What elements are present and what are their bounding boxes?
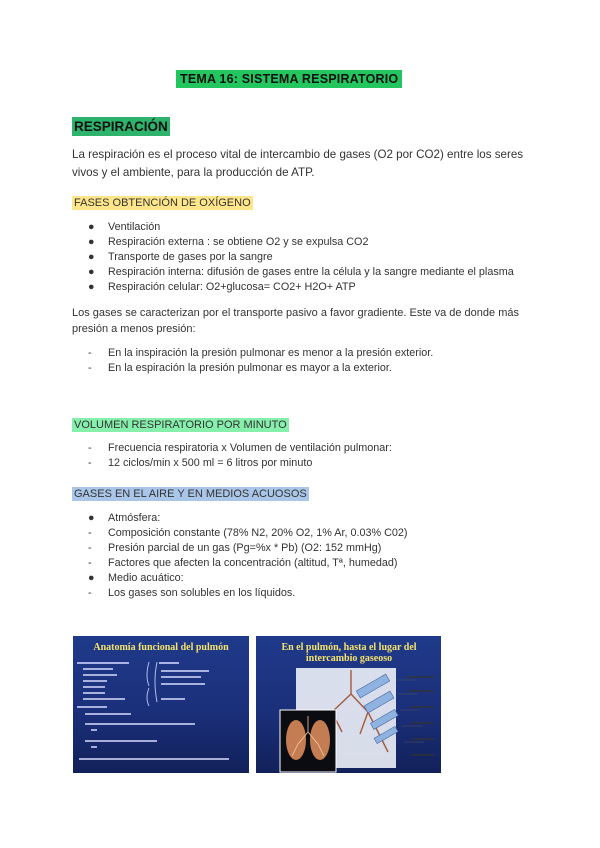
- list-marker: -: [88, 542, 92, 554]
- dash-marker: -: [88, 347, 92, 359]
- bullet-marker: ●: [88, 236, 95, 248]
- bronchial-tree-illustration: [256, 636, 441, 773]
- bullet-marker: ●: [88, 281, 95, 293]
- list-item: ● Transporte de gases por la sangre: [88, 251, 273, 263]
- gas-exchange-slide-title: En el pulmón, hasta el lugar del intercambio gaseoso: [281, 642, 417, 664]
- list-item: - Los gases son solubles en los líquidos.: [88, 587, 296, 599]
- bullet-marker: ●: [88, 266, 95, 278]
- list-marker: -: [88, 587, 92, 599]
- lung-anatomy-figure: [73, 636, 441, 773]
- pressure-list: [72, 346, 542, 376]
- list-marker: ●: [88, 512, 95, 524]
- gas-exchange-slide: [256, 636, 441, 773]
- list-item: ● Atmósfera:: [88, 512, 161, 524]
- dash-marker: -: [88, 362, 92, 374]
- list-item: - Presión parcial de un gas (Pg=%x * Pb) (O2: 152 mmHg): [88, 542, 382, 554]
- list-item: ● Respiración externa : se obtiene O2 y se expulsa CO2: [88, 236, 369, 248]
- list-marker: ●: [88, 572, 95, 584]
- anatomy-slide-title: Anatomía funcional del pulmón: [93, 642, 229, 653]
- subheading-fases-text: FASES OBTENCIÓN DE OXÍGENO: [74, 197, 251, 209]
- list-marker: -: [88, 527, 92, 539]
- bullet-marker: ●: [88, 251, 95, 263]
- bullet-marker: ●: [88, 221, 95, 233]
- subheading-volumen-text: VOLUMEN RESPIRATORIO POR MINUTO: [74, 419, 287, 431]
- list-item: ● Ventilación: [88, 221, 161, 233]
- subheading-gases-text: GASES EN EL AIRE Y EN MEDIOS ACUOSOS: [74, 488, 307, 500]
- dash-marker: -: [88, 442, 92, 454]
- list-item: ● Medio acuático:: [88, 572, 184, 584]
- anatomy-slide: [73, 636, 249, 773]
- dash-marker: -: [88, 457, 92, 469]
- phases-list: [72, 220, 542, 295]
- anatomy-slide-illegible-text: [73, 636, 249, 773]
- gases-list: [72, 511, 542, 601]
- list-item: ● Respiración celular: O2+glucosa= CO2+ H2O+ ATP: [88, 281, 356, 293]
- intro-paragraph: La respiración es el proceso vital de intercambio de gases (O2 por CO2) entre los seres vivos y el ambiente, para la producción de ATP.: [72, 148, 524, 179]
- subheading-gases: [72, 484, 309, 502]
- list-marker: -: [88, 557, 92, 569]
- volumen-list: [72, 441, 542, 471]
- section-heading-respiracion: RESPIRACIÓN: [74, 119, 168, 134]
- list-item: - Factores que afecten la concentración (altitud, Tª, humedad): [88, 557, 398, 569]
- document-title: TEMA 16: SISTEMA RESPIRATORIO: [176, 70, 402, 88]
- subheading-fases: [72, 193, 253, 211]
- subheading-volumen: [72, 415, 289, 433]
- gases-paragraph: Los gases se caracterizan por el transporte pasivo a favor gradiente. Este va de donde más presión a menos presión:: [72, 307, 519, 335]
- list-item: - 12 ciclos/min x 500 ml = 6 litros por minuto: [88, 457, 313, 469]
- list-item: - En la espiración la presión pulmonar es mayor a la exterior.: [88, 362, 392, 374]
- list-item: ● Respiración interna: difusión de gases entre la célula y la sangre mediante el plasma: [88, 266, 514, 278]
- list-item: - Frecuencia respiratoria x Volumen de ventilación pulmonar:: [88, 442, 392, 454]
- list-item: - En la inspiración la presión pulmonar es menor a la presión exterior.: [88, 347, 434, 359]
- list-item: - Composición constante (78% N2, 20% O2, 1% Ar, 0.03% C02): [88, 527, 408, 539]
